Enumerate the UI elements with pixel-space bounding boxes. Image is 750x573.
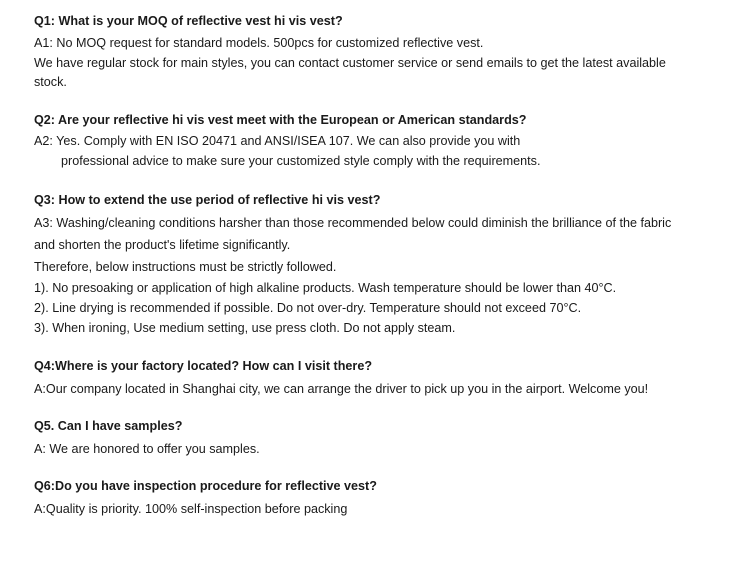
faq-answer-1-line-3: stock. [34, 75, 67, 89]
faq-question-1: Q1: What is your MOQ of reflective vest hi vis vest? [34, 14, 343, 28]
faq-question-3: Q3: How to extend the use period of reflective hi vis vest? [34, 193, 381, 207]
faq-answer-1-line-1: A1: No MOQ request for standard models. 500pcs for customized reflective vest. [34, 36, 484, 50]
faq-answer-3-line-4: 1). No presoaking or application of high alkaline products. Wash temperature should be lower than 40°C. [34, 281, 617, 295]
faq-answer-3-line-3: Therefore, below instructions must be strictly followed. [34, 260, 337, 274]
faq-answer-4-line-1: A:Our company located in Shanghai city, we can arrange the driver to pick up you in the airport. Welcome you! [34, 382, 649, 396]
faq-question-6: Q6:Do you have inspection procedure for reflective vest? [34, 479, 377, 493]
faq-answer-3-line-1: A3: Washing/cleaning conditions harsher than those recommended below could diminish the brilliance of the fabric [34, 216, 672, 230]
faq-answer-3-line-2: and shorten the product's lifetime significantly. [34, 238, 291, 252]
faq-answer-2-line-2: professional advice to make sure your customized style comply with the requirements. [61, 154, 541, 168]
faq-question-4: Q4:Where is your factory located? How can I visit there? [34, 359, 373, 373]
faq-question-2: Q2: Are your reflective hi vis vest meet with the European or American standards? [34, 113, 527, 127]
faq-answer-3-line-6: 3). When ironing, Use medium setting, use press cloth. Do not apply steam. [34, 321, 456, 335]
faq-answer-1-line-2: We have regular stock for main styles, you can contact customer service or send emails to get the latest available [34, 56, 666, 70]
faq-answer-2-line-1: A2: Yes. Comply with EN ISO 20471 and ANSI/ISEA 107. We can also provide you with [34, 134, 521, 148]
faq-answer-5-line-1: A: We are honored to offer you samples. [34, 442, 260, 456]
faq-question-5: Q5. Can I have samples? [34, 419, 183, 433]
faq-answer-6-line-1: A:Quality is priority. 100% self-inspection before packing [34, 502, 348, 516]
faq-answer-3-line-5: 2). Line drying is recommended if possible. Do not over-dry. Temperature should not exceed 70°C. [34, 301, 582, 315]
